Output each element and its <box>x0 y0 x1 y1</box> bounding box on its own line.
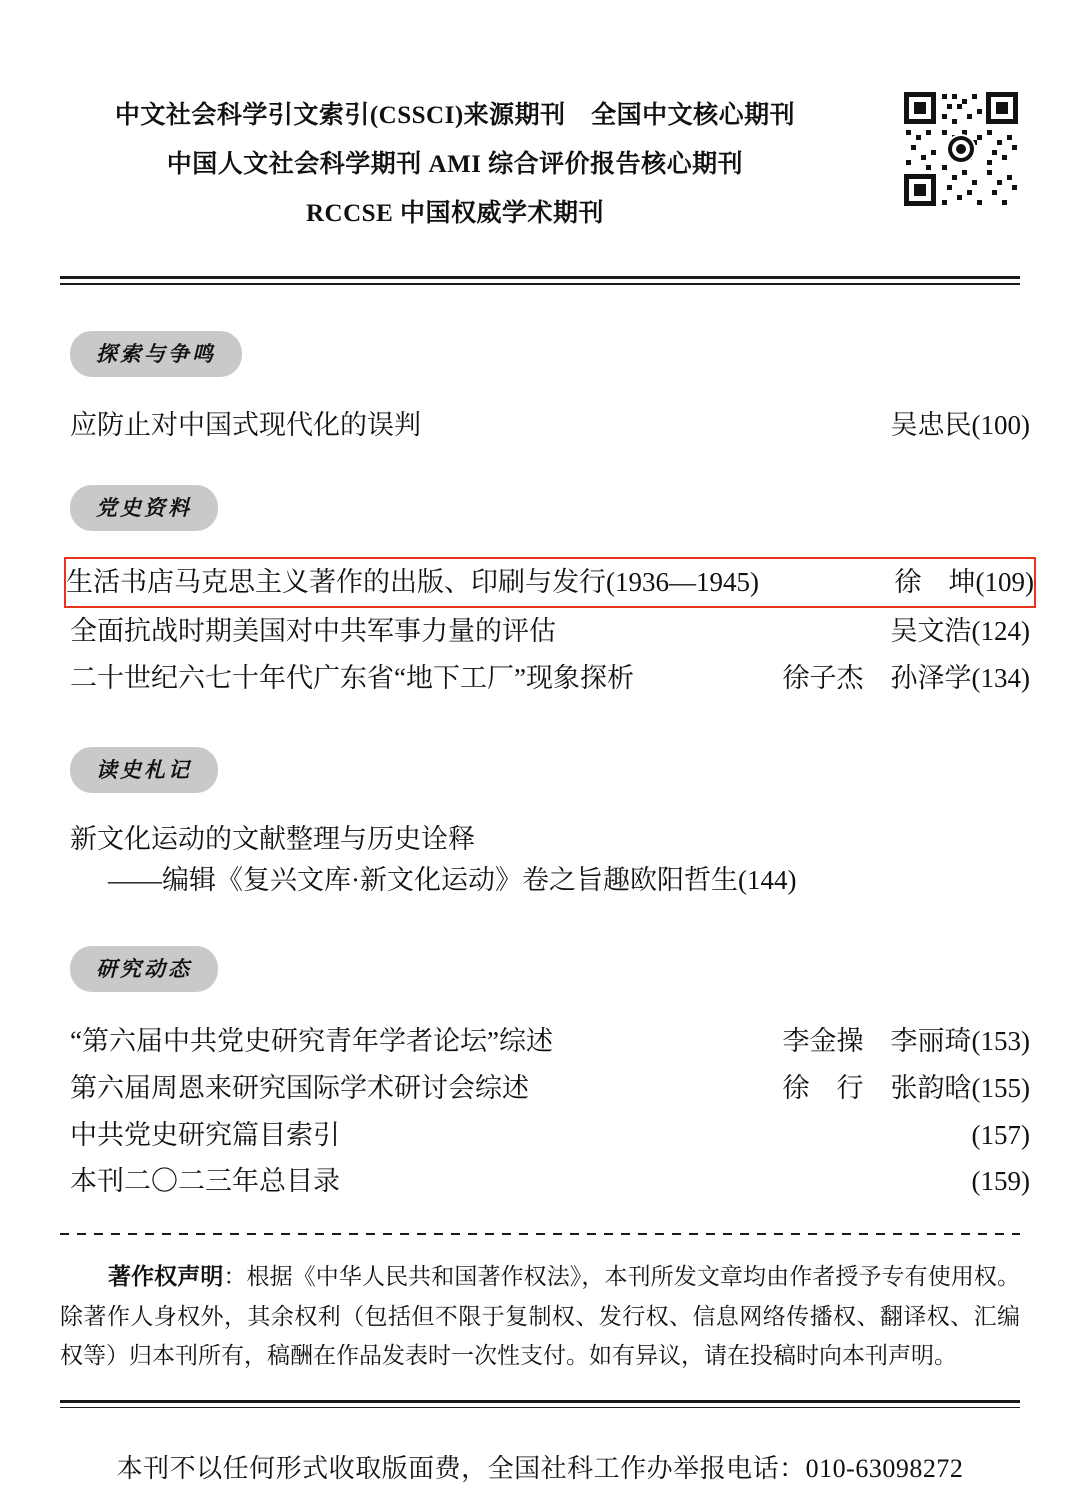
toc-entry-authors-page: (157) <box>971 1119 1030 1150</box>
toc-entry[interactable] <box>70 655 1030 702</box>
header-line-2: 中国人文社会科学期刊 AMI 综合评价报告核心期刊 <box>166 150 744 178</box>
section-party-history-materials <box>66 485 1034 701</box>
toc-entry[interactable] <box>70 1065 1030 1112</box>
toc-entry-title: 第六届周恩来研究国际学术研讨会综述 <box>70 1073 529 1104</box>
section-entries <box>70 1018 1030 1205</box>
header-credential-lines <box>60 92 850 238</box>
toc-entry[interactable] <box>70 608 1030 655</box>
section-explore-debate <box>70 331 1030 448</box>
section-research-news <box>70 946 1030 1205</box>
footer-note: 本刊不以任何形式收取版面费，全国社科工作办举报电话：010-63098272 <box>116 1454 964 1484</box>
toc-entry-subtitle-row <box>70 860 1030 901</box>
qr-code-icon <box>902 90 1020 208</box>
toc-entry-title: 生活书店马克思主义著作的出版、印刷与发行(1936—1945) <box>66 567 759 598</box>
toc-entry[interactable] <box>70 1112 1030 1159</box>
toc-entry[interactable] <box>70 1018 1030 1065</box>
footer-divider <box>60 1400 1020 1409</box>
section-entries <box>66 557 1034 701</box>
header-line-1: 中文社会科学引文索引(CSSCI)来源期刊 全国中文核心期刊 <box>114 102 796 129</box>
section-entries <box>70 819 1020 900</box>
toc-entry-subtitle: ——编辑《复兴文库·新文化运动》卷之旨趣 <box>108 864 630 895</box>
header-divider <box>60 276 1020 285</box>
header-line-3: RCCSE 中国权威学术期刊 <box>306 199 604 227</box>
toc-entry[interactable] <box>70 819 1020 900</box>
toc-entry-highlighted[interactable] <box>64 557 1036 608</box>
divider-thin-line <box>60 283 1020 285</box>
page-header <box>60 0 1020 238</box>
section-reading-notes <box>70 747 1020 900</box>
section-heading-pill: 研究动态 <box>70 946 218 992</box>
toc-entry-authors-page: 欧阳哲生(144) <box>630 864 797 895</box>
section-heading-pill: 读史札记 <box>70 747 218 793</box>
toc-entry-title: 本刊二〇二三年总目录 <box>70 1166 340 1197</box>
toc-entry-title: 新文化运动的文献整理与历史诠释 <box>70 824 475 855</box>
copyright-text: ：根据《中华人民共和国著作权法》，本刊所发文章均由作者授予专有使用权。除著作人身权外，其余权利（包括但不限于复制权、发行权、信息网络传播权、翻译权、汇编权等）归本刊所有，稿酬在作品发表时一次性支付。如有异议，请在投稿时向本刊声明。 <box>60 1264 1021 1369</box>
toc-entry-authors-page: 徐 坤(109) <box>894 567 1034 598</box>
toc-entry[interactable] <box>70 1158 1030 1205</box>
copyright-label: 著作权声明 <box>108 1264 224 1289</box>
toc-entry-title: “第六届中共党史研究青年学者论坛”综述 <box>70 1026 553 1057</box>
copyright-statement <box>60 1257 1020 1376</box>
copyright-paragraph <box>60 1257 1020 1376</box>
toc-entry-authors-page: 徐 行 张韵晗(155) <box>782 1073 1030 1104</box>
toc-entry-authors-page: 吴文浩(124) <box>890 616 1030 647</box>
toc-entry-authors-page: (159) <box>971 1166 1030 1197</box>
toc-entry-title: 二十世纪六七十年代广东省“地下工厂”现象探析 <box>70 662 634 693</box>
toc-entry-title: 应防止对中国式现代化的误判 <box>70 409 421 440</box>
section-heading-pill: 党史资料 <box>70 485 218 531</box>
section-heading-pill: 探索与争鸣 <box>70 331 242 377</box>
dotted-divider <box>60 1233 1020 1235</box>
toc-entry-authors-page: 李金操 李丽琦(153) <box>782 1026 1030 1057</box>
section-entries <box>70 403 1030 448</box>
toc-entry-authors-page: 吴忠民(100) <box>890 409 1030 440</box>
toc-entry-authors-page: 徐子杰 孙泽学(134) <box>782 662 1030 693</box>
toc-entry-title: 中共党史研究篇目索引 <box>70 1119 340 1150</box>
toc-entry[interactable] <box>70 403 1030 448</box>
toc-entry-title: 全面抗战时期美国对中共军事力量的评估 <box>70 616 556 647</box>
divider-thin-line <box>60 1407 1020 1409</box>
